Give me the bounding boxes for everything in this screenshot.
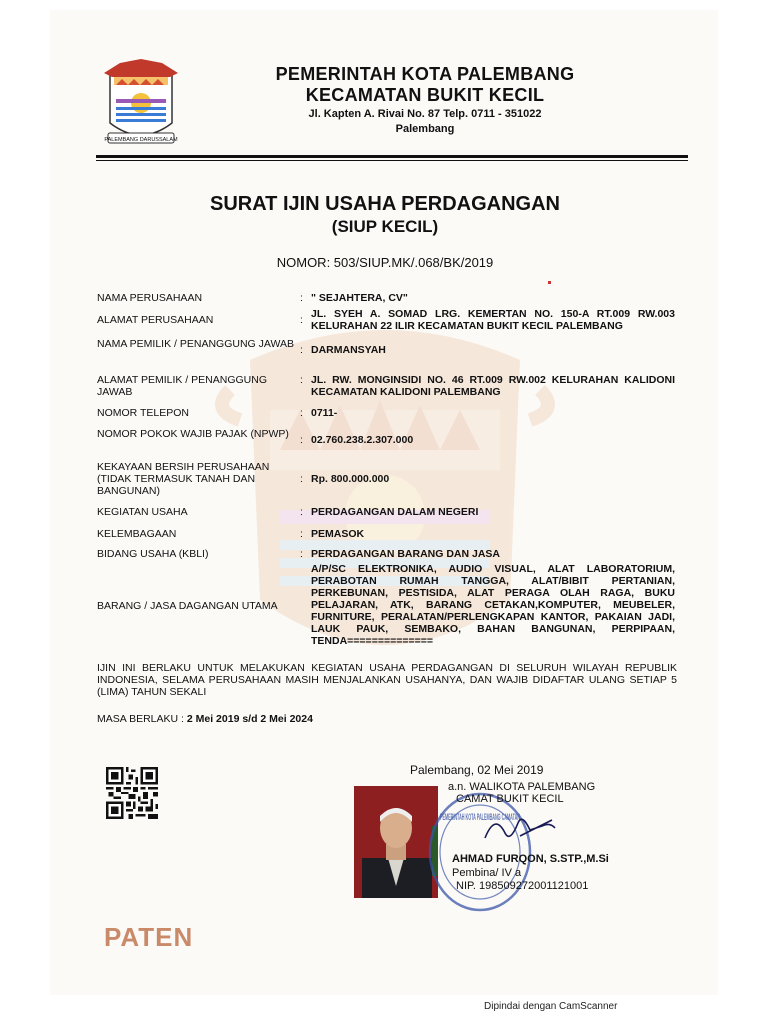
field-colon: : [300,473,303,485]
field-value: A/P/SC ELEKTRONIKA, AUDIO VISUAL, ALAT LABORATORIUM, PERABOTAN RUMAH TANGGA, ALAT/BIBIT PERTANIAN, PERKEBUNAN, PESTISIDA, ALAT PERAGA OLAH RAGA, BUKU PELAJARAN, ATK, BARANG CETAKAN,KOMPUTER, MEUBELER, FURNITURE, PERALATAN/PERLENGKAPAN KANTOR, PAKAIAN JADI, LAUK PAUK, SEMBAKO, BAHAN BANGUNAN, PERPIPAAN, TENDA============== [311,563,675,647]
field-label: NOMOR TELEPON [97,407,189,419]
handwritten-signature [480,808,560,848]
field-label: KELEMBAGAAN [97,528,177,540]
scanner-footer: Dipindai dengan CamScanner [484,1001,618,1012]
field-colon: : [300,528,303,540]
field-colon: : [300,506,303,518]
field-label: NAMA PERUSAHAAN [97,292,203,304]
validity-paragraph: IJIN INI BERLAKU UNTUK MELAKUKAN KEGIATAN USAHA PERDAGANGAN DI SELURUH WILAYAH REPUBLIK INDONESIA, SELAMA PERUSAHAAN MASIH MENJALANKAN USAHANYA, DAN WAJIB DIDAFTAR ULANG SETIAP 5 (LIMA) TAHUN SEKALI [97,662,677,698]
field-colon: : [300,344,303,356]
signature-place-date: Palembang, 02 Mei 2019 [410,763,544,777]
field-colon: : [300,292,303,304]
validity-period [97,713,313,725]
field-label: NOMOR POKOK WAJIB PAJAK (NPWP) [97,428,289,440]
stamp-text: PEMERINTAH KOTA PALEMBANG CAMATAN [440,812,520,822]
field-colon: : [300,314,303,326]
header-address: Jl. Kapten A. Rivai No. 87 Telp. 0711 - 351022 [308,108,542,120]
field-label: ALAMAT PERUSAHAAN [97,314,214,326]
paten-logo: PATEN [104,922,194,952]
field-label: KEKAYAAN BERSIH PERUSAHAAN (TIDAK TERMASUK TANAH DAN BANGUNAN) [97,461,270,497]
field-label: BARANG / JASA DAGANGAN UTAMA [97,600,278,612]
field-colon: : [300,374,303,386]
field-value: Rp. 800.000.000 [311,473,390,485]
field-colon: : [300,407,303,419]
header-city: Palembang [395,123,455,135]
field-label: KEGIATAN USAHA [97,506,188,518]
document-subtitle: (SIUP KECIL) [331,217,439,236]
header-rule-thick [96,155,688,158]
signature-nip: NIP. 198509272001121001 [456,880,589,892]
field-label: BIDANG USAHA (KBLI) [97,548,209,560]
field-value: PERDAGANGAN DALAM NEGERI [311,506,479,518]
validity-period-value: 2 Mei 2019 s/d 2 Mei 2024 [186,713,313,725]
field-value: 0711- [311,407,338,419]
signature-on-behalf: a.n. WALIKOTA PALEMBANG [448,781,596,793]
field-value: 02.760.238.2.307.000 [311,434,414,446]
document-number: NOMOR: 503/SIUP.MK/.068/BK/2019 [276,255,494,270]
field-value: " SEJAHTERA, CV" [311,292,408,304]
header-rule-thin [96,160,688,161]
field-value: JL. RW. MONGINSIDI NO. 46 RT.009 RW.002 KELURAHAN KALIDONI KECAMATAN KALIDONI PALEMBANG [311,374,675,398]
header-district: KECAMATAN BUKIT KECIL [305,85,545,105]
qr-code [106,767,158,819]
signature-rank: Pembina/ IV a [452,867,522,879]
field-value: JL. SYEH A. SOMAD LRG. KEMERTAN NO. 150-A RT.009 RW.003 KELURAHAN 22 ILIR KECAMATAN BUKIT KECIL PALEMBANG [311,308,675,332]
header-government: PEMERINTAH KOTA PALEMBANG [275,64,575,84]
field-label: NAMA PEMILIK / PENANGGUNG JAWAB [97,338,295,350]
logo-ribbon-text: PALEMBANG DARUSSALAM [104,137,178,143]
validity-period-label: MASA BERLAKU : [97,713,187,725]
ink-dot [548,281,551,284]
field-value: DARMANSYAH [311,344,386,356]
field-value: PEMASOK [311,528,365,540]
signature-role: CAMAT BUKIT KECIL [456,793,564,805]
field-label: ALAMAT PEMILIK / PENANGGUNG JAWAB [97,374,267,398]
field-colon: : [300,434,303,446]
palembang-logo [100,55,182,151]
field-value: PERDAGANGAN BARANG DAN JASA [311,548,501,560]
field-colon: : [300,548,303,560]
document-title: SURAT IJIN USAHA PERDAGANGAN [209,193,561,215]
signature-name: AHMAD FURQON, S.STP.,M.Si [452,853,609,865]
